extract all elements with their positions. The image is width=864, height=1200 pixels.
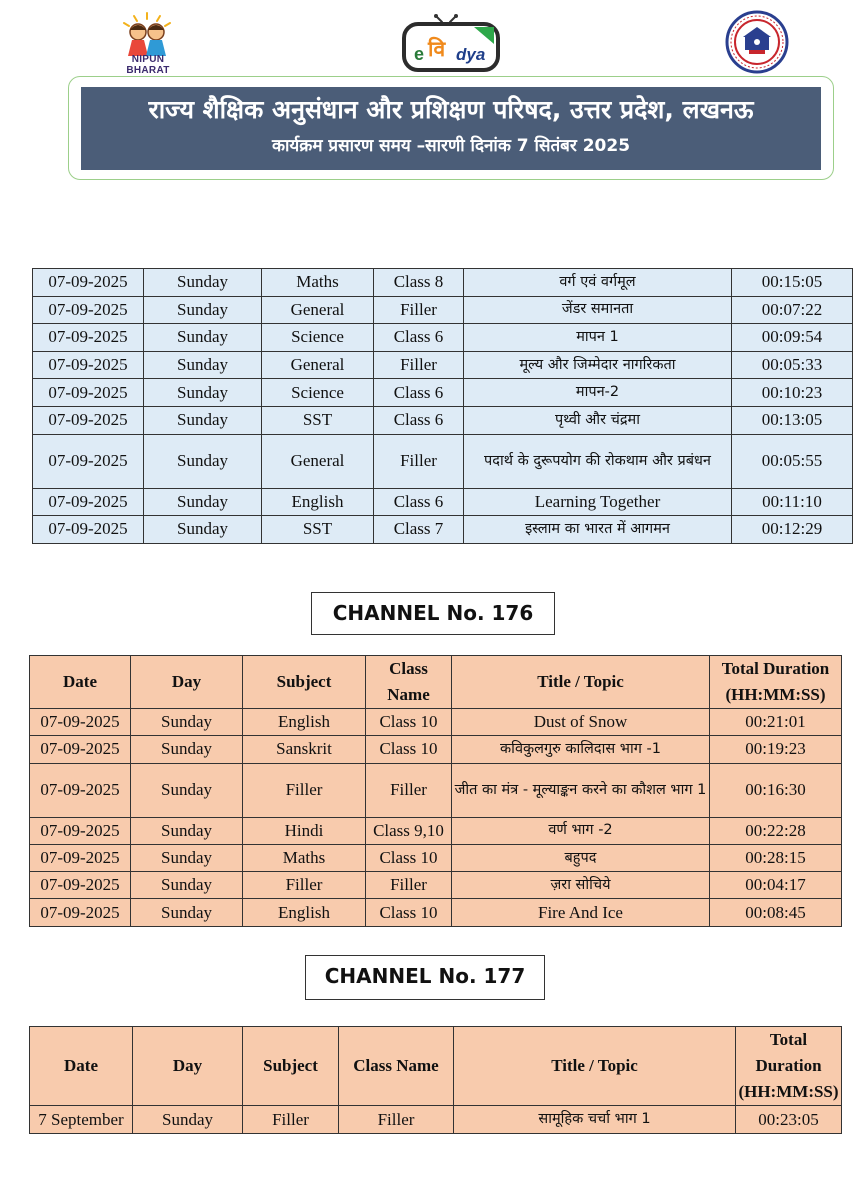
subject-cell: English bbox=[243, 709, 366, 736]
class-cell: Class 6 bbox=[374, 324, 464, 352]
title-cell: जीत का मंत्र - मूल्याङ्कन करने का कौशल भाग 1 bbox=[452, 763, 710, 817]
header-title-topic: Title / Topic bbox=[454, 1027, 736, 1106]
header-title: राज्य शैक्षिक अनुसंधान और प्रशिक्षण परिषद, उत्तर प्रदेश, लखनऊ bbox=[148, 95, 754, 124]
schedule-table-channel-176 bbox=[29, 655, 842, 927]
class-cell: Class 10 bbox=[366, 899, 452, 926]
date-cell: 07-09-2025 bbox=[30, 709, 131, 736]
subject-cell: Science bbox=[262, 379, 374, 407]
date-cell: 07-09-2025 bbox=[33, 516, 144, 544]
title-cell: मापन 1 bbox=[464, 324, 732, 352]
title-cell: Fire And Ice bbox=[452, 899, 710, 926]
duration-cell: 00:05:55 bbox=[732, 434, 853, 488]
day-cell: Sunday bbox=[131, 872, 243, 899]
duration-cell: 00:28:15 bbox=[710, 844, 842, 871]
title-cell: मूल्य और जिम्मेदार नागरिकता bbox=[464, 351, 732, 379]
duration-cell: 00:12:29 bbox=[732, 516, 853, 544]
table-row bbox=[30, 844, 842, 871]
duration-cell: 00:07:22 bbox=[732, 296, 853, 324]
day-cell: Sunday bbox=[133, 1106, 243, 1134]
date-cell: 07-09-2025 bbox=[33, 351, 144, 379]
title-cell: इस्लाम का भारत में आगमन bbox=[464, 516, 732, 544]
duration-cell: 00:21:01 bbox=[710, 709, 842, 736]
subject-cell: English bbox=[243, 899, 366, 926]
day-cell: Sunday bbox=[131, 709, 243, 736]
header-class-name: Class Name bbox=[339, 1027, 454, 1106]
date-cell: 07-09-2025 bbox=[30, 763, 131, 817]
header-day: Day bbox=[133, 1027, 243, 1106]
header-day: Day bbox=[131, 656, 243, 709]
day-cell: Sunday bbox=[131, 817, 243, 844]
title-cell: Dust of Snow bbox=[452, 709, 710, 736]
date-cell: 07-09-2025 bbox=[30, 872, 131, 899]
table-row bbox=[30, 899, 842, 926]
table-row bbox=[33, 324, 853, 352]
title-cell: पदार्थ के दुरूपयोग की रोकथाम और प्रबंधन bbox=[464, 434, 732, 488]
date-cell: 7 September bbox=[30, 1106, 133, 1134]
header-title-topic: Title / Topic bbox=[452, 656, 710, 709]
subject-cell: Filler bbox=[243, 763, 366, 817]
header-subject: Subject bbox=[243, 656, 366, 709]
date-cell: 07-09-2025 bbox=[33, 488, 144, 516]
title-cell: कविकुलगुरु कालिदास भाग -1 bbox=[452, 736, 710, 763]
evidya-vi-text: वि bbox=[428, 37, 446, 61]
class-cell: Filler bbox=[374, 296, 464, 324]
title-cell: पृथ्वी और चंद्रमा bbox=[464, 406, 732, 434]
class-cell: Filler bbox=[366, 763, 452, 817]
day-cell: Sunday bbox=[144, 296, 262, 324]
title-cell: वर्ग एवं वर्गमूल bbox=[464, 269, 732, 297]
duration-cell: 00:16:30 bbox=[710, 763, 842, 817]
subject-cell: Hindi bbox=[243, 817, 366, 844]
table-row bbox=[30, 872, 842, 899]
class-cell: Filler bbox=[366, 872, 452, 899]
duration-cell: 00:05:33 bbox=[732, 351, 853, 379]
duration-cell: 00:11:10 bbox=[732, 488, 853, 516]
header-subtitle: कार्यक्रम प्रसारण समय –सारणी दिनांक 7 सितंबर 2025 bbox=[271, 136, 631, 156]
nipun-text: NIPUN bbox=[131, 54, 165, 65]
date-cell: 07-09-2025 bbox=[33, 269, 144, 297]
day-cell: Sunday bbox=[144, 516, 262, 544]
day-cell: Sunday bbox=[144, 406, 262, 434]
channel-177-label: CHANNEL No. 177 bbox=[305, 955, 545, 1000]
table-row bbox=[33, 434, 853, 488]
day-cell: Sunday bbox=[144, 269, 262, 297]
title-cell: सामूहिक चर्चा भाग 1 bbox=[454, 1106, 736, 1134]
class-cell: Class 8 bbox=[374, 269, 464, 297]
class-cell: Class 7 bbox=[374, 516, 464, 544]
table-row bbox=[33, 296, 853, 324]
subject-cell: Sanskrit bbox=[243, 736, 366, 763]
class-cell: Class 10 bbox=[366, 709, 452, 736]
date-cell: 07-09-2025 bbox=[30, 844, 131, 871]
subject-cell: Science bbox=[262, 324, 374, 352]
date-cell: 07-09-2025 bbox=[30, 899, 131, 926]
scert-emblem-icon bbox=[725, 10, 789, 74]
subject-cell: General bbox=[262, 296, 374, 324]
class-cell: Class 6 bbox=[374, 488, 464, 516]
class-cell: Filler bbox=[374, 434, 464, 488]
header-subject: Subject bbox=[243, 1027, 339, 1106]
day-cell: Sunday bbox=[144, 434, 262, 488]
bharat-text: BHARAT bbox=[126, 65, 170, 76]
date-cell: 07-09-2025 bbox=[33, 324, 144, 352]
table-row bbox=[33, 269, 853, 297]
evidya-dya-text: dya bbox=[456, 45, 486, 64]
day-cell: Sunday bbox=[131, 736, 243, 763]
duration-cell: 00:22:28 bbox=[710, 817, 842, 844]
header-total-duration: Total Duration (HH:MM:SS) bbox=[710, 656, 842, 709]
class-cell: Class 10 bbox=[366, 736, 452, 763]
table-header-row bbox=[30, 656, 842, 709]
duration-cell: 00:10:23 bbox=[732, 379, 853, 407]
table-row bbox=[30, 736, 842, 763]
channel-176-label: CHANNEL No. 176 bbox=[311, 592, 555, 635]
table-header-row bbox=[30, 1027, 842, 1106]
class-cell: Class 6 bbox=[374, 406, 464, 434]
table-row bbox=[33, 351, 853, 379]
header-date: Date bbox=[30, 1027, 133, 1106]
nipun-bharat-logo bbox=[108, 8, 188, 78]
schedule-table-1 bbox=[32, 268, 853, 544]
title-cell: मापन-2 bbox=[464, 379, 732, 407]
duration-cell: 00:19:23 bbox=[710, 736, 842, 763]
day-cell: Sunday bbox=[144, 379, 262, 407]
day-cell: Sunday bbox=[131, 844, 243, 871]
title-cell: बहुपद bbox=[452, 844, 710, 871]
title-cell: वर्ण भाग -2 bbox=[452, 817, 710, 844]
schedule-table-channel-177 bbox=[29, 1026, 842, 1134]
table-row bbox=[33, 379, 853, 407]
header-date: Date bbox=[30, 656, 131, 709]
children-figures-icon bbox=[114, 12, 180, 56]
duration-cell: 00:09:54 bbox=[732, 324, 853, 352]
subject-cell: Maths bbox=[243, 844, 366, 871]
table-row bbox=[33, 516, 853, 544]
table-row bbox=[33, 406, 853, 434]
class-cell: Class 9,10 bbox=[366, 817, 452, 844]
table-row bbox=[33, 488, 853, 516]
class-cell: Class 10 bbox=[366, 844, 452, 871]
duration-cell: 00:08:45 bbox=[710, 899, 842, 926]
date-cell: 07-09-2025 bbox=[30, 736, 131, 763]
evidya-logo bbox=[398, 14, 506, 74]
table-row bbox=[30, 1106, 842, 1134]
day-cell: Sunday bbox=[131, 763, 243, 817]
day-cell: Sunday bbox=[144, 488, 262, 516]
class-cell: Class 6 bbox=[374, 379, 464, 407]
subject-cell: Filler bbox=[243, 1106, 339, 1134]
title-cell: जेंडर समानता bbox=[464, 296, 732, 324]
subject-cell: General bbox=[262, 351, 374, 379]
subject-cell: English bbox=[262, 488, 374, 516]
subject-cell: Maths bbox=[262, 269, 374, 297]
date-cell: 07-09-2025 bbox=[30, 817, 131, 844]
duration-cell: 00:13:05 bbox=[732, 406, 853, 434]
table-row bbox=[30, 817, 842, 844]
day-cell: Sunday bbox=[144, 351, 262, 379]
evidya-e-text: e bbox=[414, 44, 425, 64]
subject-cell: Filler bbox=[243, 872, 366, 899]
header-total-duration: Total Duration (HH:MM:SS) bbox=[736, 1027, 842, 1106]
date-cell: 07-09-2025 bbox=[33, 296, 144, 324]
header-banner bbox=[81, 87, 821, 170]
class-cell: Filler bbox=[339, 1106, 454, 1134]
duration-cell: 00:04:17 bbox=[710, 872, 842, 899]
date-cell: 07-09-2025 bbox=[33, 406, 144, 434]
subject-cell: SST bbox=[262, 516, 374, 544]
table-row bbox=[30, 763, 842, 817]
subject-cell: General bbox=[262, 434, 374, 488]
duration-cell: 00:23:05 bbox=[736, 1106, 842, 1134]
duration-cell: 00:15:05 bbox=[732, 269, 853, 297]
day-cell: Sunday bbox=[144, 324, 262, 352]
subject-cell: SST bbox=[262, 406, 374, 434]
class-cell: Filler bbox=[374, 351, 464, 379]
day-cell: Sunday bbox=[131, 899, 243, 926]
title-cell: Learning Together bbox=[464, 488, 732, 516]
table-row bbox=[30, 709, 842, 736]
header-class-name: Class Name bbox=[366, 656, 452, 709]
title-cell: ज़रा सोचिये bbox=[452, 872, 710, 899]
date-cell: 07-09-2025 bbox=[33, 434, 144, 488]
date-cell: 07-09-2025 bbox=[33, 379, 144, 407]
